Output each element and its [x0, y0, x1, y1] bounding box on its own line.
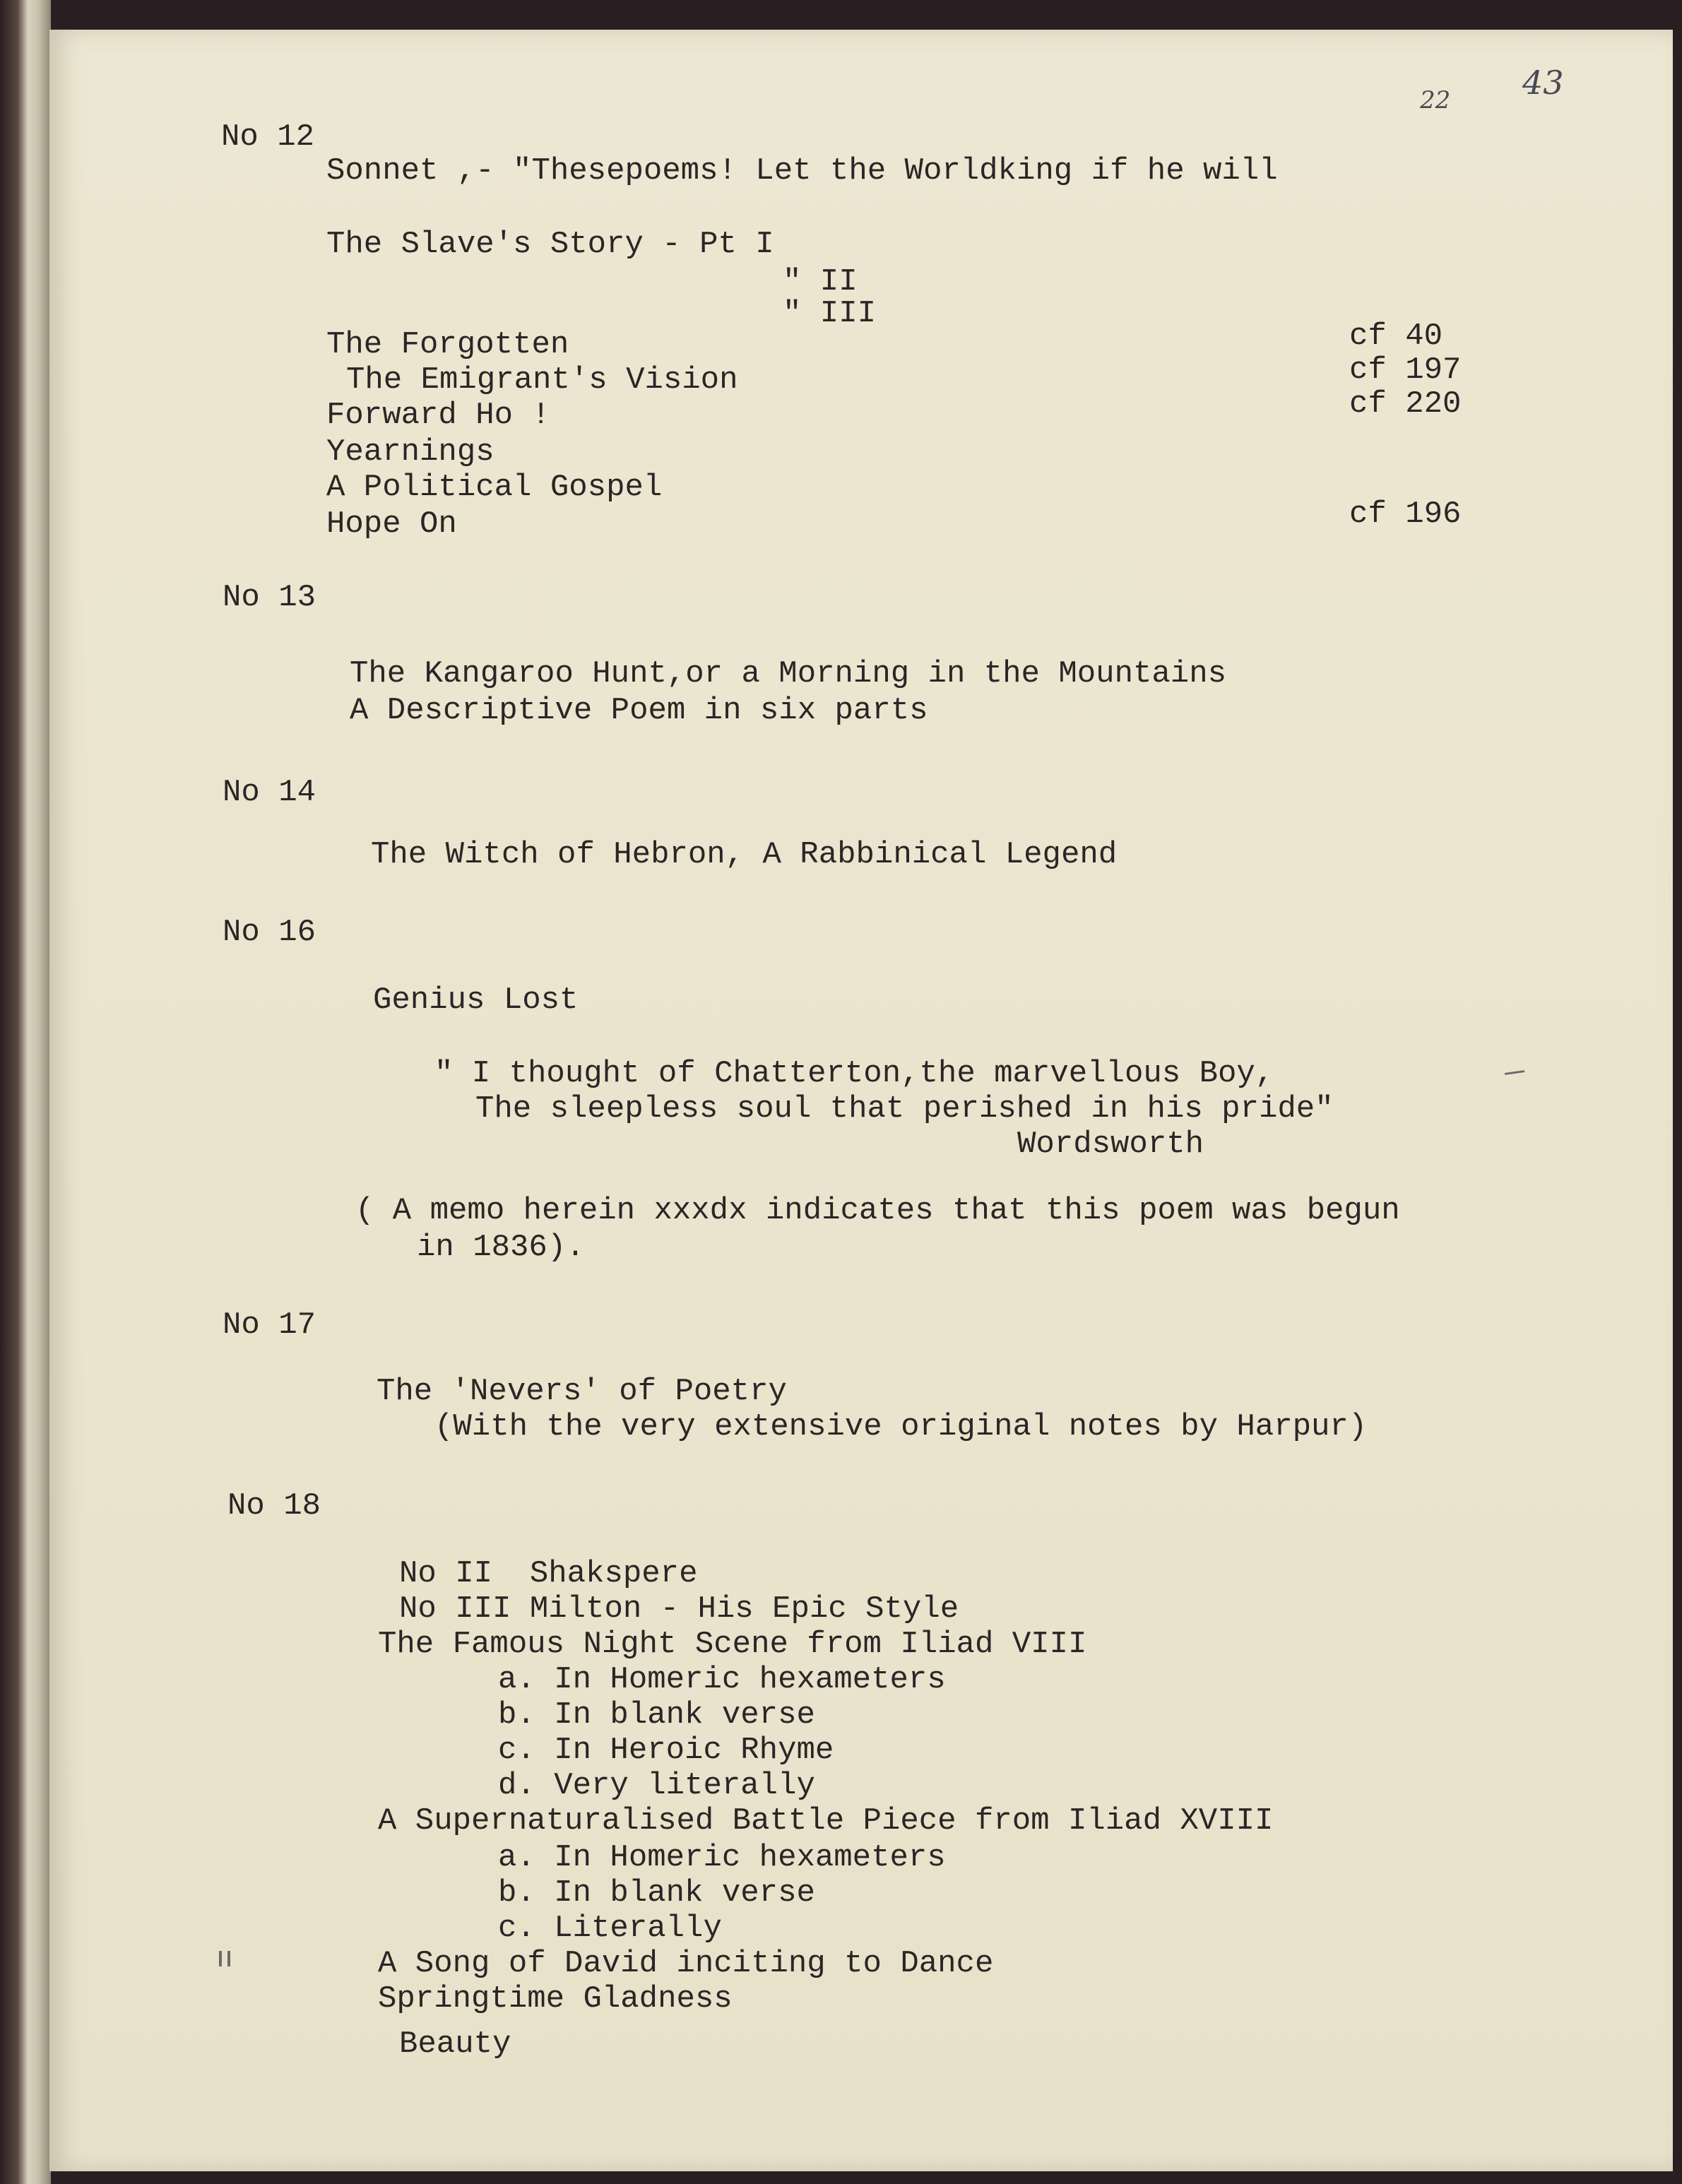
section-number: No 17: [223, 1307, 316, 1343]
entry-subtitle: A Descriptive Poem in six parts: [350, 693, 928, 728]
entry-subtitle: (With the very extensive original notes by Harpur): [434, 1409, 1368, 1444]
entry-title: No III Milton - His Epic Style: [399, 1591, 959, 1627]
entry-title: A Song of David inciting to Dance: [378, 1946, 994, 1981]
page-number: 43: [1522, 64, 1564, 102]
entry-title: The Famous Night Scene from Iliad VIII: [378, 1627, 1087, 1662]
entry-ref: cf 197: [1349, 352, 1462, 388]
stray-mark: [227, 1951, 230, 1966]
sub-entry: d. Very literally: [498, 1768, 815, 1803]
entry-title: Forward Ho !: [326, 398, 550, 433]
entry-title: The Emigrant's Vision: [346, 362, 738, 398]
document-page: [49, 30, 1673, 2171]
entry-title: Yearnings: [326, 434, 494, 470]
entry-ref: cf 196: [1349, 497, 1462, 532]
quotation-line: The sleepless soul that perished in his pride": [475, 1091, 1334, 1127]
entry-title: The Forgotten: [326, 327, 569, 362]
sub-entry: b. In blank verse: [498, 1697, 815, 1733]
entry-title: Hope On: [326, 506, 457, 542]
entry-title: Springtime Gladness: [378, 1981, 733, 2017]
section-number: No 12: [221, 119, 315, 155]
quotation-line: " I thought of Chatterton,the marvellous Boy,: [434, 1056, 1274, 1091]
entry-ref: cf 40: [1349, 319, 1443, 354]
entry-title: A Political Gospel: [326, 470, 663, 505]
sub-entry: a. In Homeric hexameters: [498, 1662, 946, 1697]
sub-entry: c. In Heroic Rhyme: [498, 1733, 834, 1768]
stray-mark: [219, 1951, 222, 1966]
entry-title: No II Shakspere: [399, 1556, 698, 1591]
section-number: No 13: [223, 580, 316, 615]
section-number: No 16: [223, 915, 316, 950]
entry-title: Genius Lost: [373, 983, 579, 1018]
entry-title: Sonnet ,- "Thesepoems! Let the Worldking if he will: [326, 153, 1278, 189]
entry-title: The 'Nevers' of Poetry: [377, 1374, 787, 1409]
sub-entry: c. Literally: [498, 1911, 722, 1946]
entry-ref: cf 220: [1349, 386, 1462, 422]
sub-entry: b. In blank verse: [498, 1875, 815, 1911]
book-binding: [0, 0, 51, 2184]
entry-title: The Slave's Story - Pt I: [326, 227, 774, 262]
section-number: No 14: [223, 775, 316, 810]
stray-mark: [1505, 1070, 1524, 1075]
section-number: No 18: [227, 1488, 321, 1524]
quotation-author: Wordsworth: [1017, 1127, 1204, 1162]
pencil-mark: 22: [1420, 86, 1451, 114]
entry-title: " III: [783, 296, 877, 331]
memo-note: ( A memo herein xxxdx indicates that this poem was begun: [355, 1193, 1400, 1228]
entry-title: The Witch of Hebron, A Rabbinical Legend: [371, 837, 1118, 872]
entry-title: Beauty: [399, 2026, 511, 2062]
entry-title: The Kangaroo Hunt,or a Morning in the Mountains: [350, 656, 1227, 692]
entry-title: A Supernaturalised Battle Piece from Iliad XVIII: [378, 1803, 1274, 1839]
memo-note: in 1836).: [417, 1230, 585, 1265]
entry-title: " II: [783, 264, 858, 299]
sub-entry: a. In Homeric hexameters: [498, 1840, 946, 1875]
